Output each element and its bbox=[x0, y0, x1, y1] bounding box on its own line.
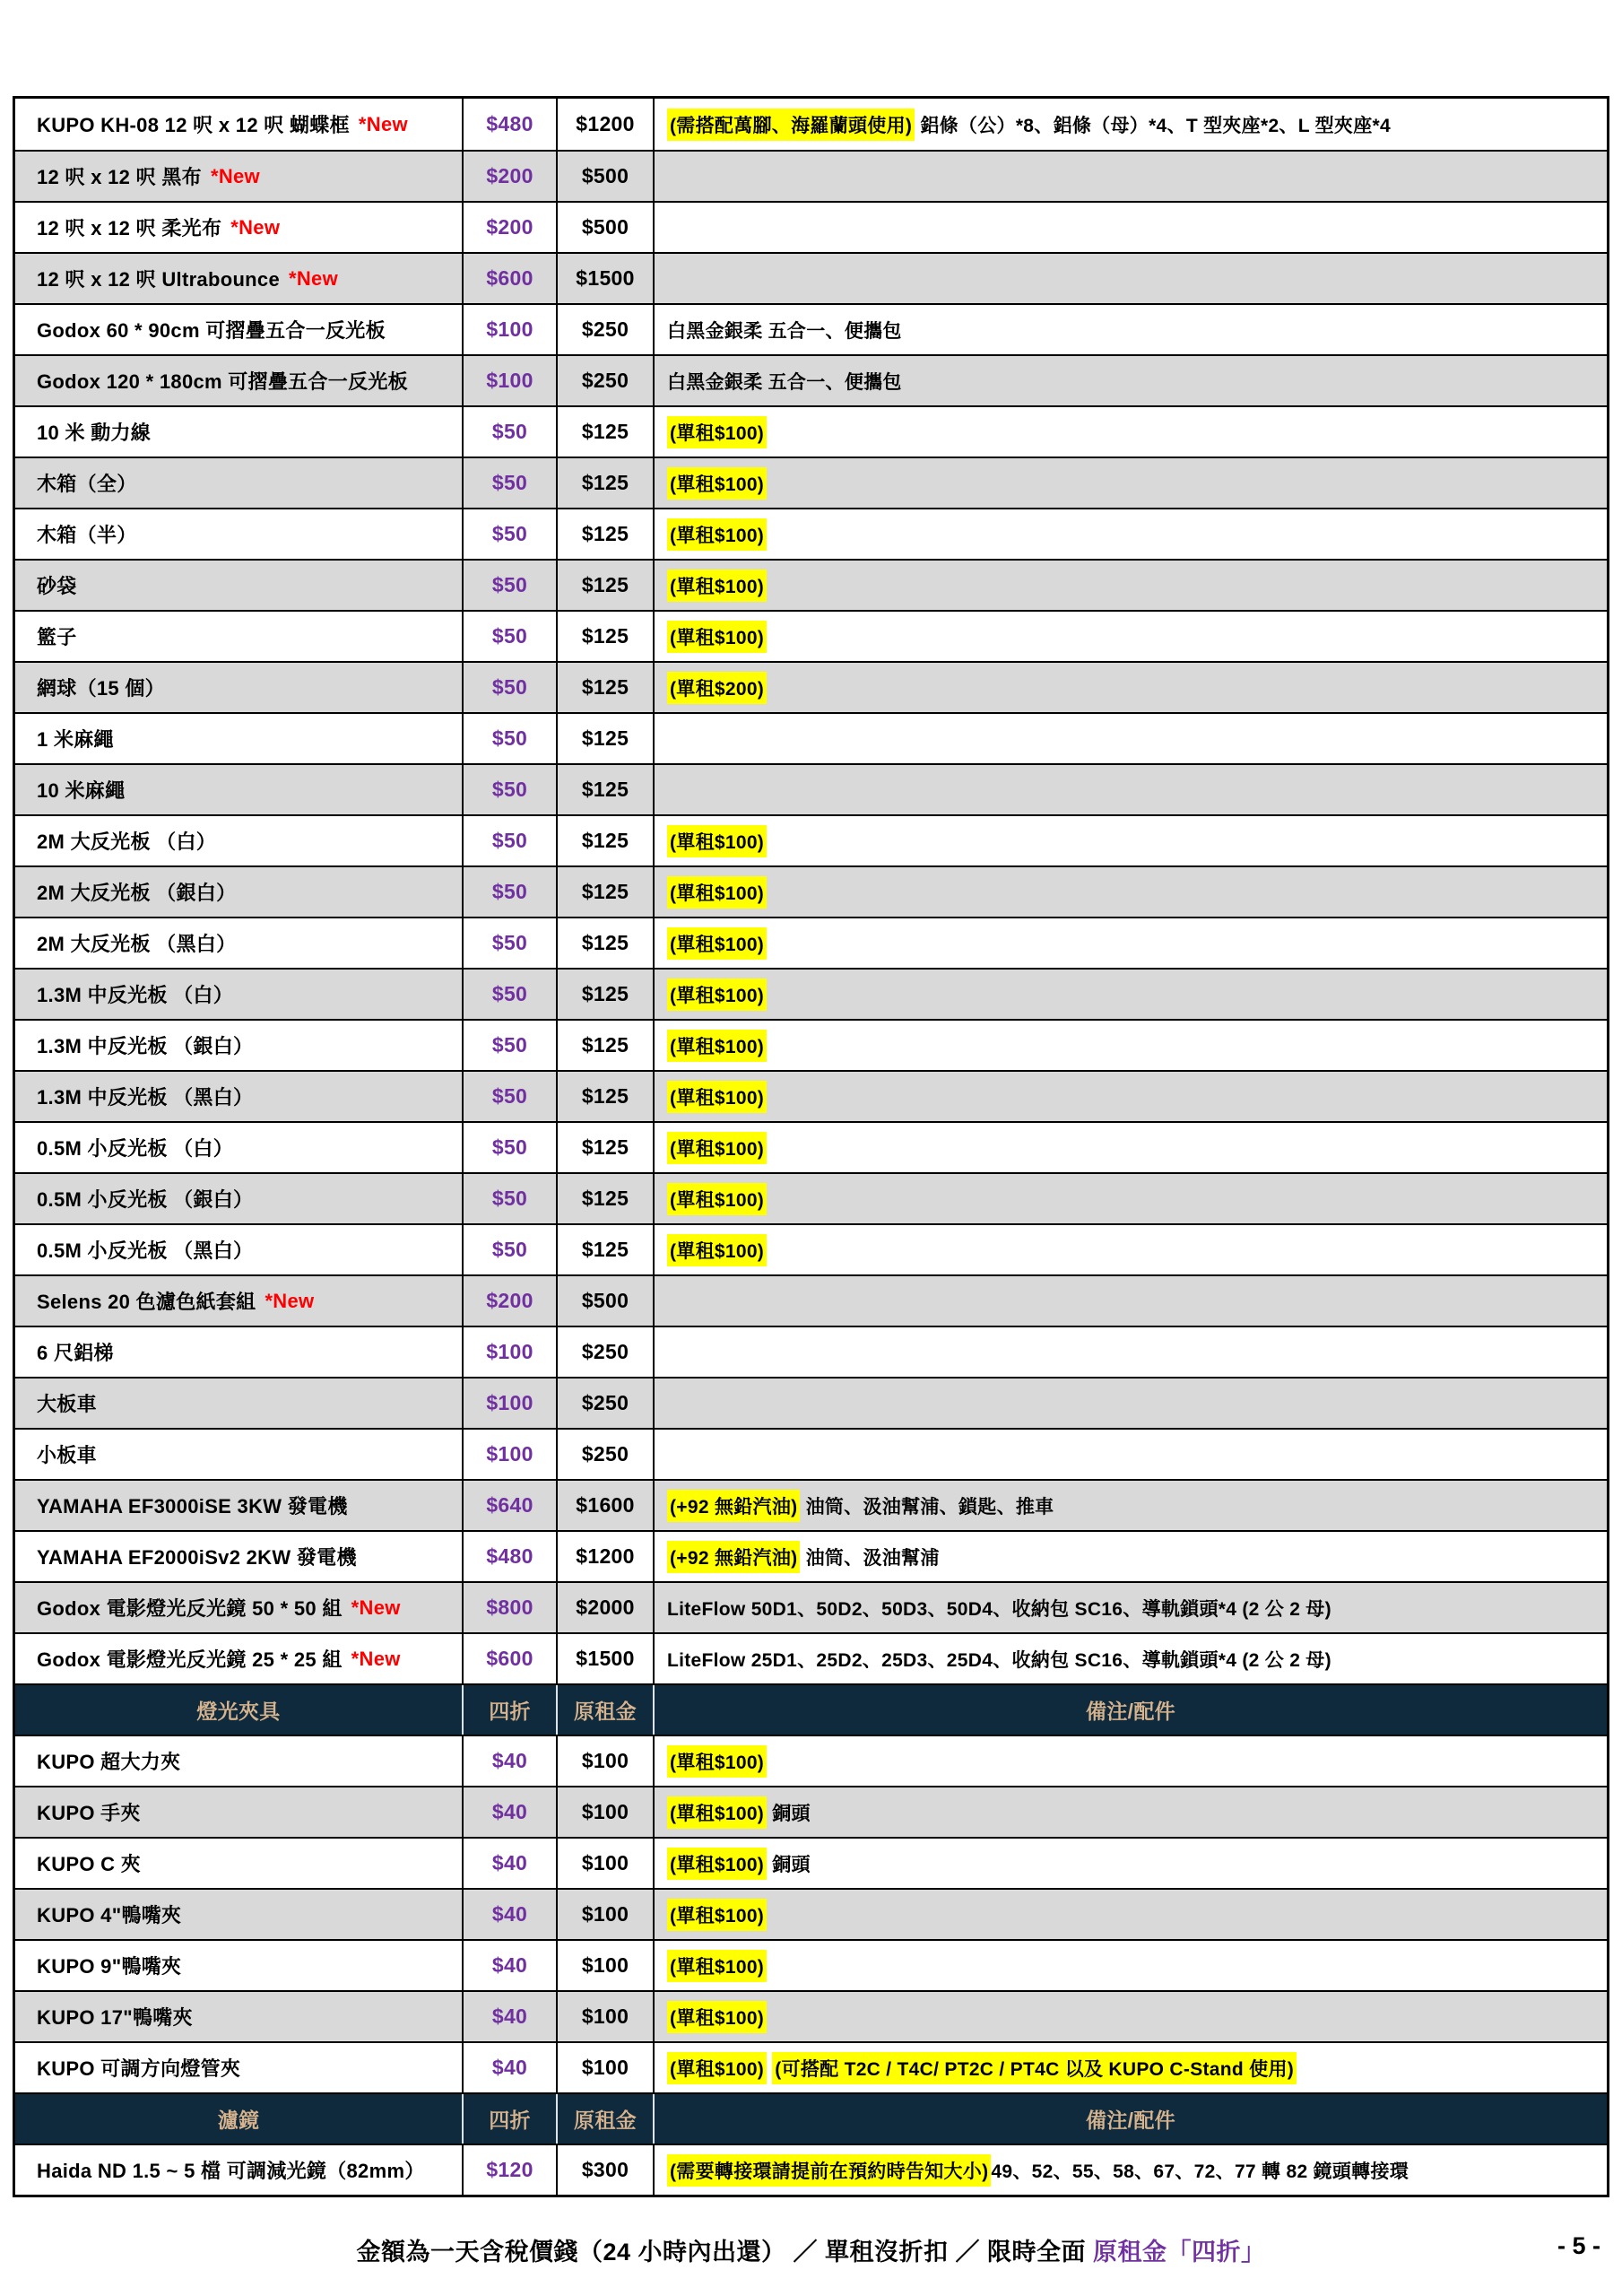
discount-price-cell: $200 bbox=[462, 152, 556, 201]
item-name-cell bbox=[15, 1327, 462, 1377]
original-price-cell: $500 bbox=[556, 1276, 653, 1326]
discount-price-cell: $50 bbox=[462, 1225, 556, 1274]
item-name: 2M 大反光板 （白） bbox=[37, 831, 217, 853]
section-title: 濾鏡 bbox=[217, 2109, 260, 2132]
table-row bbox=[15, 917, 1607, 968]
original-price-cell: $125 bbox=[556, 765, 653, 814]
item-name: 木箱（半） bbox=[37, 524, 137, 546]
item-name: 12 呎 x 12 呎 Ultrabounce bbox=[37, 268, 280, 291]
item-name: Godox 120 * 180cm 可摺疊五合一反光板 bbox=[37, 370, 408, 393]
notes-cell bbox=[653, 1123, 1607, 1172]
note-highlighted: (單租$100) bbox=[667, 876, 767, 909]
discount-price-cell: $40 bbox=[462, 1736, 556, 1786]
table-row bbox=[15, 1377, 1607, 1428]
table-row bbox=[15, 1786, 1607, 1837]
original-price-cell: $125 bbox=[556, 1225, 653, 1274]
note-highlighted: (需要轉接環請提前在預約時告知大小) bbox=[667, 2154, 991, 2187]
discount-price-cell: $50 bbox=[462, 765, 556, 814]
notes-cell bbox=[653, 1634, 1607, 1683]
item-name-cell bbox=[15, 509, 462, 559]
original-price-cell: 原租金 bbox=[556, 1685, 653, 1735]
item-name: Haida ND 1.5 ~ 5 檔 可調減光鏡（82mm） bbox=[37, 2160, 425, 2182]
original-price-cell: $300 bbox=[556, 2145, 653, 2195]
notes-cell bbox=[653, 867, 1607, 917]
table-row bbox=[15, 1223, 1607, 1274]
discount-price-cell: $600 bbox=[462, 1634, 556, 1683]
note-text: 銅頭 bbox=[767, 1803, 811, 1824]
item-name: 0.5M 小反光板 （白） bbox=[37, 1137, 234, 1160]
original-price-cell: $2000 bbox=[556, 1583, 653, 1632]
table-row bbox=[15, 1274, 1607, 1326]
notes-cell bbox=[653, 99, 1607, 150]
discount-price-cell: $50 bbox=[462, 509, 556, 559]
page-number: - 5 - bbox=[1557, 2232, 1600, 2259]
notes-cell bbox=[653, 305, 1607, 354]
item-name: 1 米麻繩 bbox=[37, 728, 114, 751]
item-name: KUPO 超大力夾 bbox=[37, 1751, 181, 1773]
table-row bbox=[15, 1888, 1607, 1939]
footer-note bbox=[0, 2232, 1622, 2267]
notes-cell bbox=[653, 1072, 1607, 1121]
note-highlighted: (單租$100) bbox=[667, 1796, 767, 1829]
notes-cell bbox=[653, 203, 1607, 252]
table-row bbox=[15, 1428, 1607, 1479]
original-price-cell: $100 bbox=[556, 1787, 653, 1837]
table-row bbox=[15, 1735, 1607, 1786]
notes-cell bbox=[653, 714, 1607, 763]
notes-cell bbox=[653, 1890, 1607, 1939]
table-row bbox=[15, 814, 1607, 865]
discount-price-cell: $50 bbox=[462, 561, 556, 610]
item-name: KUPO C 夾 bbox=[37, 1853, 142, 1875]
original-price-cell: $125 bbox=[556, 509, 653, 559]
note-highlighted: (單租$200) bbox=[667, 672, 767, 704]
item-name-cell bbox=[15, 407, 462, 457]
rental-price-table bbox=[13, 96, 1609, 2197]
discount-price-cell: $40 bbox=[462, 1992, 556, 2041]
note-text: LiteFlow 25D1、25D2、25D3、25D4、收納包 SC16、導軌鎖頭*4 (2 公 2 母) bbox=[667, 1649, 1331, 1671]
original-price-cell: $125 bbox=[556, 458, 653, 508]
table-row bbox=[15, 457, 1607, 508]
table-row bbox=[15, 1479, 1607, 1530]
notes-cell bbox=[653, 816, 1607, 865]
original-price-cell: $125 bbox=[556, 970, 653, 1019]
original-price-cell: $125 bbox=[556, 561, 653, 610]
item-name: 6 尺鋁梯 bbox=[37, 1342, 114, 1364]
item-name-cell bbox=[15, 356, 462, 405]
item-name-cell bbox=[15, 99, 462, 150]
notes-cell bbox=[653, 1430, 1607, 1479]
footer-note-text: 金額為一天含稅價錢（24 小時內出還） ／ 單租沒折扣 ／ 限時全面 bbox=[356, 2239, 1094, 2266]
item-name: YAMAHA EF3000iSE 3KW 發電機 bbox=[37, 1495, 348, 1518]
item-name: 12 呎 x 12 呎 柔光布 bbox=[37, 217, 222, 239]
item-name-cell bbox=[15, 1072, 462, 1121]
original-price-cell: $100 bbox=[556, 1941, 653, 1990]
discount-price-cell: $100 bbox=[462, 1430, 556, 1479]
item-name-cell bbox=[15, 918, 462, 968]
item-name-cell bbox=[15, 1021, 462, 1070]
notes-cell bbox=[653, 970, 1607, 1019]
table-row bbox=[15, 610, 1607, 661]
note-highlighted: (單租$100) bbox=[667, 2001, 767, 2033]
notes-cell bbox=[653, 1583, 1607, 1632]
discount-price-cell: 四折 bbox=[462, 1685, 556, 1735]
table-row bbox=[15, 661, 1607, 712]
item-name-cell bbox=[15, 1583, 462, 1632]
notes-cell bbox=[653, 1276, 1607, 1326]
table-row bbox=[15, 1632, 1607, 1683]
table-row bbox=[15, 559, 1607, 610]
original-price-cell: $100 bbox=[556, 2043, 653, 2092]
item-name-cell bbox=[15, 816, 462, 865]
note-highlighted: (單租$100) bbox=[667, 978, 767, 1011]
discount-price-cell: $50 bbox=[462, 612, 556, 661]
item-name-cell bbox=[15, 1174, 462, 1223]
new-tag: *New bbox=[210, 164, 260, 187]
item-name: 網球（15 個） bbox=[37, 677, 165, 700]
note-highlighted: (單租$100) bbox=[667, 1848, 767, 1880]
original-price-cell: $100 bbox=[556, 1890, 653, 1939]
discount-price-cell: $120 bbox=[462, 2145, 556, 2195]
new-tag: *New bbox=[351, 1596, 401, 1619]
discount-price-cell: $40 bbox=[462, 1941, 556, 1990]
item-name: 大板車 bbox=[37, 1393, 97, 1415]
item-name: 0.5M 小反光板 （黑白） bbox=[37, 1239, 254, 1262]
item-name-cell bbox=[15, 1225, 462, 1274]
item-name: 2M 大反光板 （銀白） bbox=[37, 882, 237, 904]
item-name-cell bbox=[15, 561, 462, 610]
new-tag: *New bbox=[289, 266, 338, 290]
discount-price-cell: $100 bbox=[462, 1327, 556, 1377]
note-text: LiteFlow 50D1、50D2、50D3、50D4、收納包 SC16、導軌鎖頭*4 (2 公 2 母) bbox=[667, 1598, 1331, 1620]
item-name: 10 米麻繩 bbox=[37, 779, 126, 802]
item-name: 砂袋 bbox=[37, 575, 77, 597]
discount-price-cell: $640 bbox=[462, 1481, 556, 1530]
note-highlighted: (單租$100) bbox=[667, 570, 767, 602]
item-name: Godox 60 * 90cm 可摺疊五合一反光板 bbox=[37, 319, 386, 342]
original-price-cell: $125 bbox=[556, 1021, 653, 1070]
table-row bbox=[15, 1939, 1607, 1990]
table-row bbox=[15, 1019, 1607, 1070]
original-price-cell: $1200 bbox=[556, 1532, 653, 1581]
table-row bbox=[15, 763, 1607, 814]
note-highlighted: (單租$100) bbox=[667, 1132, 767, 1164]
notes-cell bbox=[653, 407, 1607, 457]
discount-price-cell: $50 bbox=[462, 407, 556, 457]
table-row bbox=[15, 1326, 1607, 1377]
discount-price-cell: $50 bbox=[462, 1123, 556, 1172]
notes-cell bbox=[653, 663, 1607, 712]
note-highlighted: (單租$100) bbox=[667, 825, 767, 857]
note-highlighted: (單租$100) bbox=[667, 1234, 767, 1266]
item-name: 小板車 bbox=[37, 1444, 97, 1466]
notes-cell bbox=[653, 458, 1607, 508]
notes-cell: 備注/配件 bbox=[653, 1685, 1607, 1735]
new-tag: *New bbox=[358, 112, 408, 135]
original-price-cell: $125 bbox=[556, 1072, 653, 1121]
notes-cell bbox=[653, 1736, 1607, 1786]
item-name-cell bbox=[15, 458, 462, 508]
item-name: 1.3M 中反光板 （白） bbox=[37, 984, 234, 1006]
discount-price-cell: $40 bbox=[462, 2043, 556, 2092]
original-price-cell: $125 bbox=[556, 663, 653, 712]
note-highlighted: (單租$100) bbox=[667, 1081, 767, 1113]
item-name-cell bbox=[15, 2043, 462, 2092]
item-name-cell bbox=[15, 1123, 462, 1172]
discount-price-cell: $50 bbox=[462, 918, 556, 968]
notes-cell bbox=[653, 2145, 1607, 2195]
item-name: KUPO 9"鴨嘴夾 bbox=[37, 1955, 182, 1978]
note-highlighted: (+92 無鉛汽油) bbox=[667, 1541, 800, 1573]
item-name: KUPO KH-08 12 呎 x 12 呎 蝴蝶框 bbox=[37, 114, 350, 136]
note-highlighted: (單租$100) bbox=[667, 1950, 767, 1982]
note-text: 銅頭 bbox=[767, 1854, 811, 1875]
table-row bbox=[15, 968, 1607, 1019]
table-row bbox=[15, 1172, 1607, 1223]
note-highlighted: (單租$100) bbox=[667, 416, 767, 448]
table-row bbox=[15, 712, 1607, 763]
original-price-cell: $100 bbox=[556, 1992, 653, 2041]
discount-price-cell: $50 bbox=[462, 867, 556, 917]
discount-price-cell: 四折 bbox=[462, 2094, 556, 2144]
note-highlighted: (+92 無鉛汽油) bbox=[667, 1490, 800, 1522]
notes-cell bbox=[653, 765, 1607, 814]
note-text: 白黑金銀柔 五合一、便攜包 bbox=[667, 320, 902, 342]
item-name: Godox 電影燈光反光鏡 50 * 50 組 bbox=[37, 1597, 343, 1620]
new-tag: *New bbox=[351, 1647, 401, 1670]
original-price-cell: $125 bbox=[556, 1123, 653, 1172]
notes-cell bbox=[653, 254, 1607, 303]
discount-price-cell: $50 bbox=[462, 816, 556, 865]
notes-cell bbox=[653, 152, 1607, 201]
discount-price-cell: $50 bbox=[462, 1021, 556, 1070]
note-text: 49、52、55、58、67、72、77 轉 82 鏡頭轉接環 bbox=[991, 2161, 1409, 2182]
original-price-cell: $100 bbox=[556, 1736, 653, 1786]
table-row bbox=[15, 865, 1607, 917]
item-name-cell bbox=[15, 1839, 462, 1888]
note-text: 鋁條（公）*8、鋁條（母）*4、T 型夾座*2、L 型夾座*4 bbox=[915, 115, 1391, 136]
original-price-cell: $125 bbox=[556, 867, 653, 917]
original-price-cell: $500 bbox=[556, 203, 653, 252]
note-text: 油筒、汲油幫浦、鎖匙、推車 bbox=[800, 1496, 1054, 1518]
notes-cell bbox=[653, 1481, 1607, 1530]
table-row bbox=[15, 1837, 1607, 1888]
note-highlighted: (單租$100) bbox=[667, 518, 767, 551]
item-name-cell bbox=[15, 1481, 462, 1530]
notes-cell bbox=[653, 1174, 1607, 1223]
original-price-cell: $250 bbox=[556, 1327, 653, 1377]
item-name: 10 米 動力線 bbox=[37, 422, 152, 444]
item-name-cell bbox=[15, 152, 462, 201]
item-name: 12 呎 x 12 呎 黑布 bbox=[37, 166, 202, 188]
note-text: 白黑金銀柔 五合一、便攜包 bbox=[667, 371, 902, 393]
item-name: YAMAHA EF2000iSv2 2KW 發電機 bbox=[37, 1546, 357, 1569]
table-row bbox=[15, 2041, 1607, 2092]
item-name-cell bbox=[15, 714, 462, 763]
original-price-cell: $1200 bbox=[556, 99, 653, 150]
item-name-cell bbox=[15, 867, 462, 917]
note-highlighted: (單租$100) bbox=[667, 467, 767, 500]
discount-price-cell: $50 bbox=[462, 970, 556, 1019]
table-row bbox=[15, 405, 1607, 457]
new-tag: *New bbox=[265, 1289, 315, 1312]
item-name-cell bbox=[15, 1276, 462, 1326]
discount-price-cell: $480 bbox=[462, 99, 556, 150]
new-tag: *New bbox=[230, 215, 281, 239]
original-price-cell: $125 bbox=[556, 918, 653, 968]
original-price-cell: $250 bbox=[556, 1430, 653, 1479]
note-highlighted: (單租$100) bbox=[667, 1899, 767, 1931]
notes-cell: 備注/配件 bbox=[653, 2094, 1607, 2144]
item-name-cell bbox=[15, 305, 462, 354]
notes-cell bbox=[653, 561, 1607, 610]
table-row bbox=[15, 303, 1607, 354]
notes-cell bbox=[653, 612, 1607, 661]
section-header-row bbox=[15, 2092, 1607, 2144]
discount-price-cell: $200 bbox=[462, 203, 556, 252]
original-price-cell: $1600 bbox=[556, 1481, 653, 1530]
item-name: KUPO 手夾 bbox=[37, 1802, 141, 1824]
item-name-cell bbox=[15, 1736, 462, 1786]
original-price-cell: $250 bbox=[556, 1378, 653, 1428]
discount-price-cell: $100 bbox=[462, 305, 556, 354]
table-row bbox=[15, 1121, 1607, 1172]
discount-price-cell: $50 bbox=[462, 714, 556, 763]
item-name: 2M 大反光板 （黑白） bbox=[37, 933, 237, 955]
original-price-cell: $125 bbox=[556, 407, 653, 457]
item-name-cell bbox=[15, 663, 462, 712]
item-name-cell bbox=[15, 1787, 462, 1837]
discount-price-cell: $800 bbox=[462, 1583, 556, 1632]
table-row bbox=[15, 2144, 1607, 2195]
note-highlighted: (單租$100) bbox=[667, 2052, 767, 2084]
note-highlighted: (單租$100) bbox=[667, 1030, 767, 1062]
discount-price-cell: $40 bbox=[462, 1787, 556, 1837]
item-name-cell bbox=[15, 765, 462, 814]
item-name: KUPO 可調方向燈管夾 bbox=[37, 2057, 241, 2080]
original-price-cell: $250 bbox=[556, 305, 653, 354]
table-row bbox=[15, 150, 1607, 201]
discount-price-cell: $50 bbox=[462, 1174, 556, 1223]
footer-note-highlight: 原租金「四折」 bbox=[1093, 2239, 1266, 2266]
original-price-cell: $250 bbox=[556, 356, 653, 405]
original-price-cell: $125 bbox=[556, 612, 653, 661]
notes-cell bbox=[653, 1327, 1607, 1377]
note-highlighted: (需搭配萬腳、海羅蘭頭使用) bbox=[667, 109, 915, 141]
note-text: 油筒、汲油幫浦 bbox=[800, 1547, 940, 1569]
notes-cell bbox=[653, 1532, 1607, 1581]
item-name: Selens 20 色濾色紙套組 bbox=[37, 1291, 256, 1313]
section-header-row bbox=[15, 1683, 1607, 1735]
discount-price-cell: $50 bbox=[462, 663, 556, 712]
original-price-cell: $125 bbox=[556, 816, 653, 865]
item-name-cell bbox=[15, 1430, 462, 1479]
item-name: KUPO 4"鴨嘴夾 bbox=[37, 1904, 182, 1926]
item-name: Godox 電影燈光反光鏡 25 * 25 組 bbox=[37, 1648, 343, 1671]
table-row bbox=[15, 252, 1607, 303]
note-highlighted: (單租$100) bbox=[667, 927, 767, 960]
item-name: 籃子 bbox=[37, 626, 77, 648]
table-row bbox=[15, 1581, 1607, 1632]
discount-price-cell: $50 bbox=[462, 1072, 556, 1121]
notes-cell bbox=[653, 1225, 1607, 1274]
item-name: 0.5M 小反光板 （銀白） bbox=[37, 1188, 254, 1211]
notes-cell bbox=[653, 1021, 1607, 1070]
item-name-cell bbox=[15, 1532, 462, 1581]
table-row bbox=[15, 1070, 1607, 1121]
table-row bbox=[15, 354, 1607, 405]
notes-cell bbox=[653, 1992, 1607, 2041]
discount-price-cell: $50 bbox=[462, 458, 556, 508]
table-row bbox=[15, 1530, 1607, 1581]
table-row bbox=[15, 201, 1607, 252]
item-name-cell bbox=[15, 203, 462, 252]
notes-cell bbox=[653, 1787, 1607, 1837]
section-title: 燈光夾具 bbox=[196, 1700, 281, 1723]
discount-price-cell: $600 bbox=[462, 254, 556, 303]
original-price-cell: $1500 bbox=[556, 1634, 653, 1683]
note-highlighted: (單租$100) bbox=[667, 1183, 767, 1215]
note-highlighted: (單租$100) bbox=[667, 621, 767, 653]
table-row bbox=[15, 99, 1607, 150]
notes-cell bbox=[653, 1378, 1607, 1428]
item-name-cell bbox=[15, 1378, 462, 1428]
item-name-cell bbox=[15, 1992, 462, 2041]
note-highlighted: (可搭配 T2C / T4C/ PT2C / PT4C 以及 KUPO C-Stand 使用) bbox=[772, 2052, 1297, 2084]
note-highlighted: (單租$100) bbox=[667, 1745, 767, 1778]
item-name: KUPO 17"鴨嘴夾 bbox=[37, 2006, 193, 2029]
original-price-cell: $500 bbox=[556, 152, 653, 201]
notes-cell bbox=[653, 1839, 1607, 1888]
discount-price-cell: $100 bbox=[462, 1378, 556, 1428]
original-price-cell: $125 bbox=[556, 714, 653, 763]
item-name-cell bbox=[15, 254, 462, 303]
discount-price-cell: $40 bbox=[462, 1839, 556, 1888]
discount-price-cell: $480 bbox=[462, 1532, 556, 1581]
item-name-cell bbox=[15, 1941, 462, 1990]
notes-cell bbox=[653, 356, 1607, 405]
notes-cell bbox=[653, 1941, 1607, 1990]
item-name: 1.3M 中反光板 （銀白） bbox=[37, 1035, 254, 1057]
discount-price-cell: $200 bbox=[462, 1276, 556, 1326]
notes-cell bbox=[653, 509, 1607, 559]
item-name: 1.3M 中反光板 （黑白） bbox=[37, 1086, 254, 1109]
original-price-cell: 原租金 bbox=[556, 2094, 653, 2144]
notes-cell bbox=[653, 918, 1607, 968]
original-price-cell: $125 bbox=[556, 1174, 653, 1223]
item-name: 木箱（全） bbox=[37, 473, 137, 495]
discount-price-cell: $40 bbox=[462, 1890, 556, 1939]
item-name-cell bbox=[15, 1634, 462, 1683]
original-price-cell: $1500 bbox=[556, 254, 653, 303]
item-name-cell bbox=[15, 1890, 462, 1939]
discount-price-cell: $100 bbox=[462, 356, 556, 405]
item-name-cell bbox=[15, 2145, 462, 2195]
table-row bbox=[15, 508, 1607, 559]
original-price-cell: $100 bbox=[556, 1839, 653, 1888]
notes-cell bbox=[653, 2043, 1607, 2092]
item-name-cell bbox=[15, 970, 462, 1019]
table-row bbox=[15, 1990, 1607, 2041]
item-name-cell bbox=[15, 612, 462, 661]
